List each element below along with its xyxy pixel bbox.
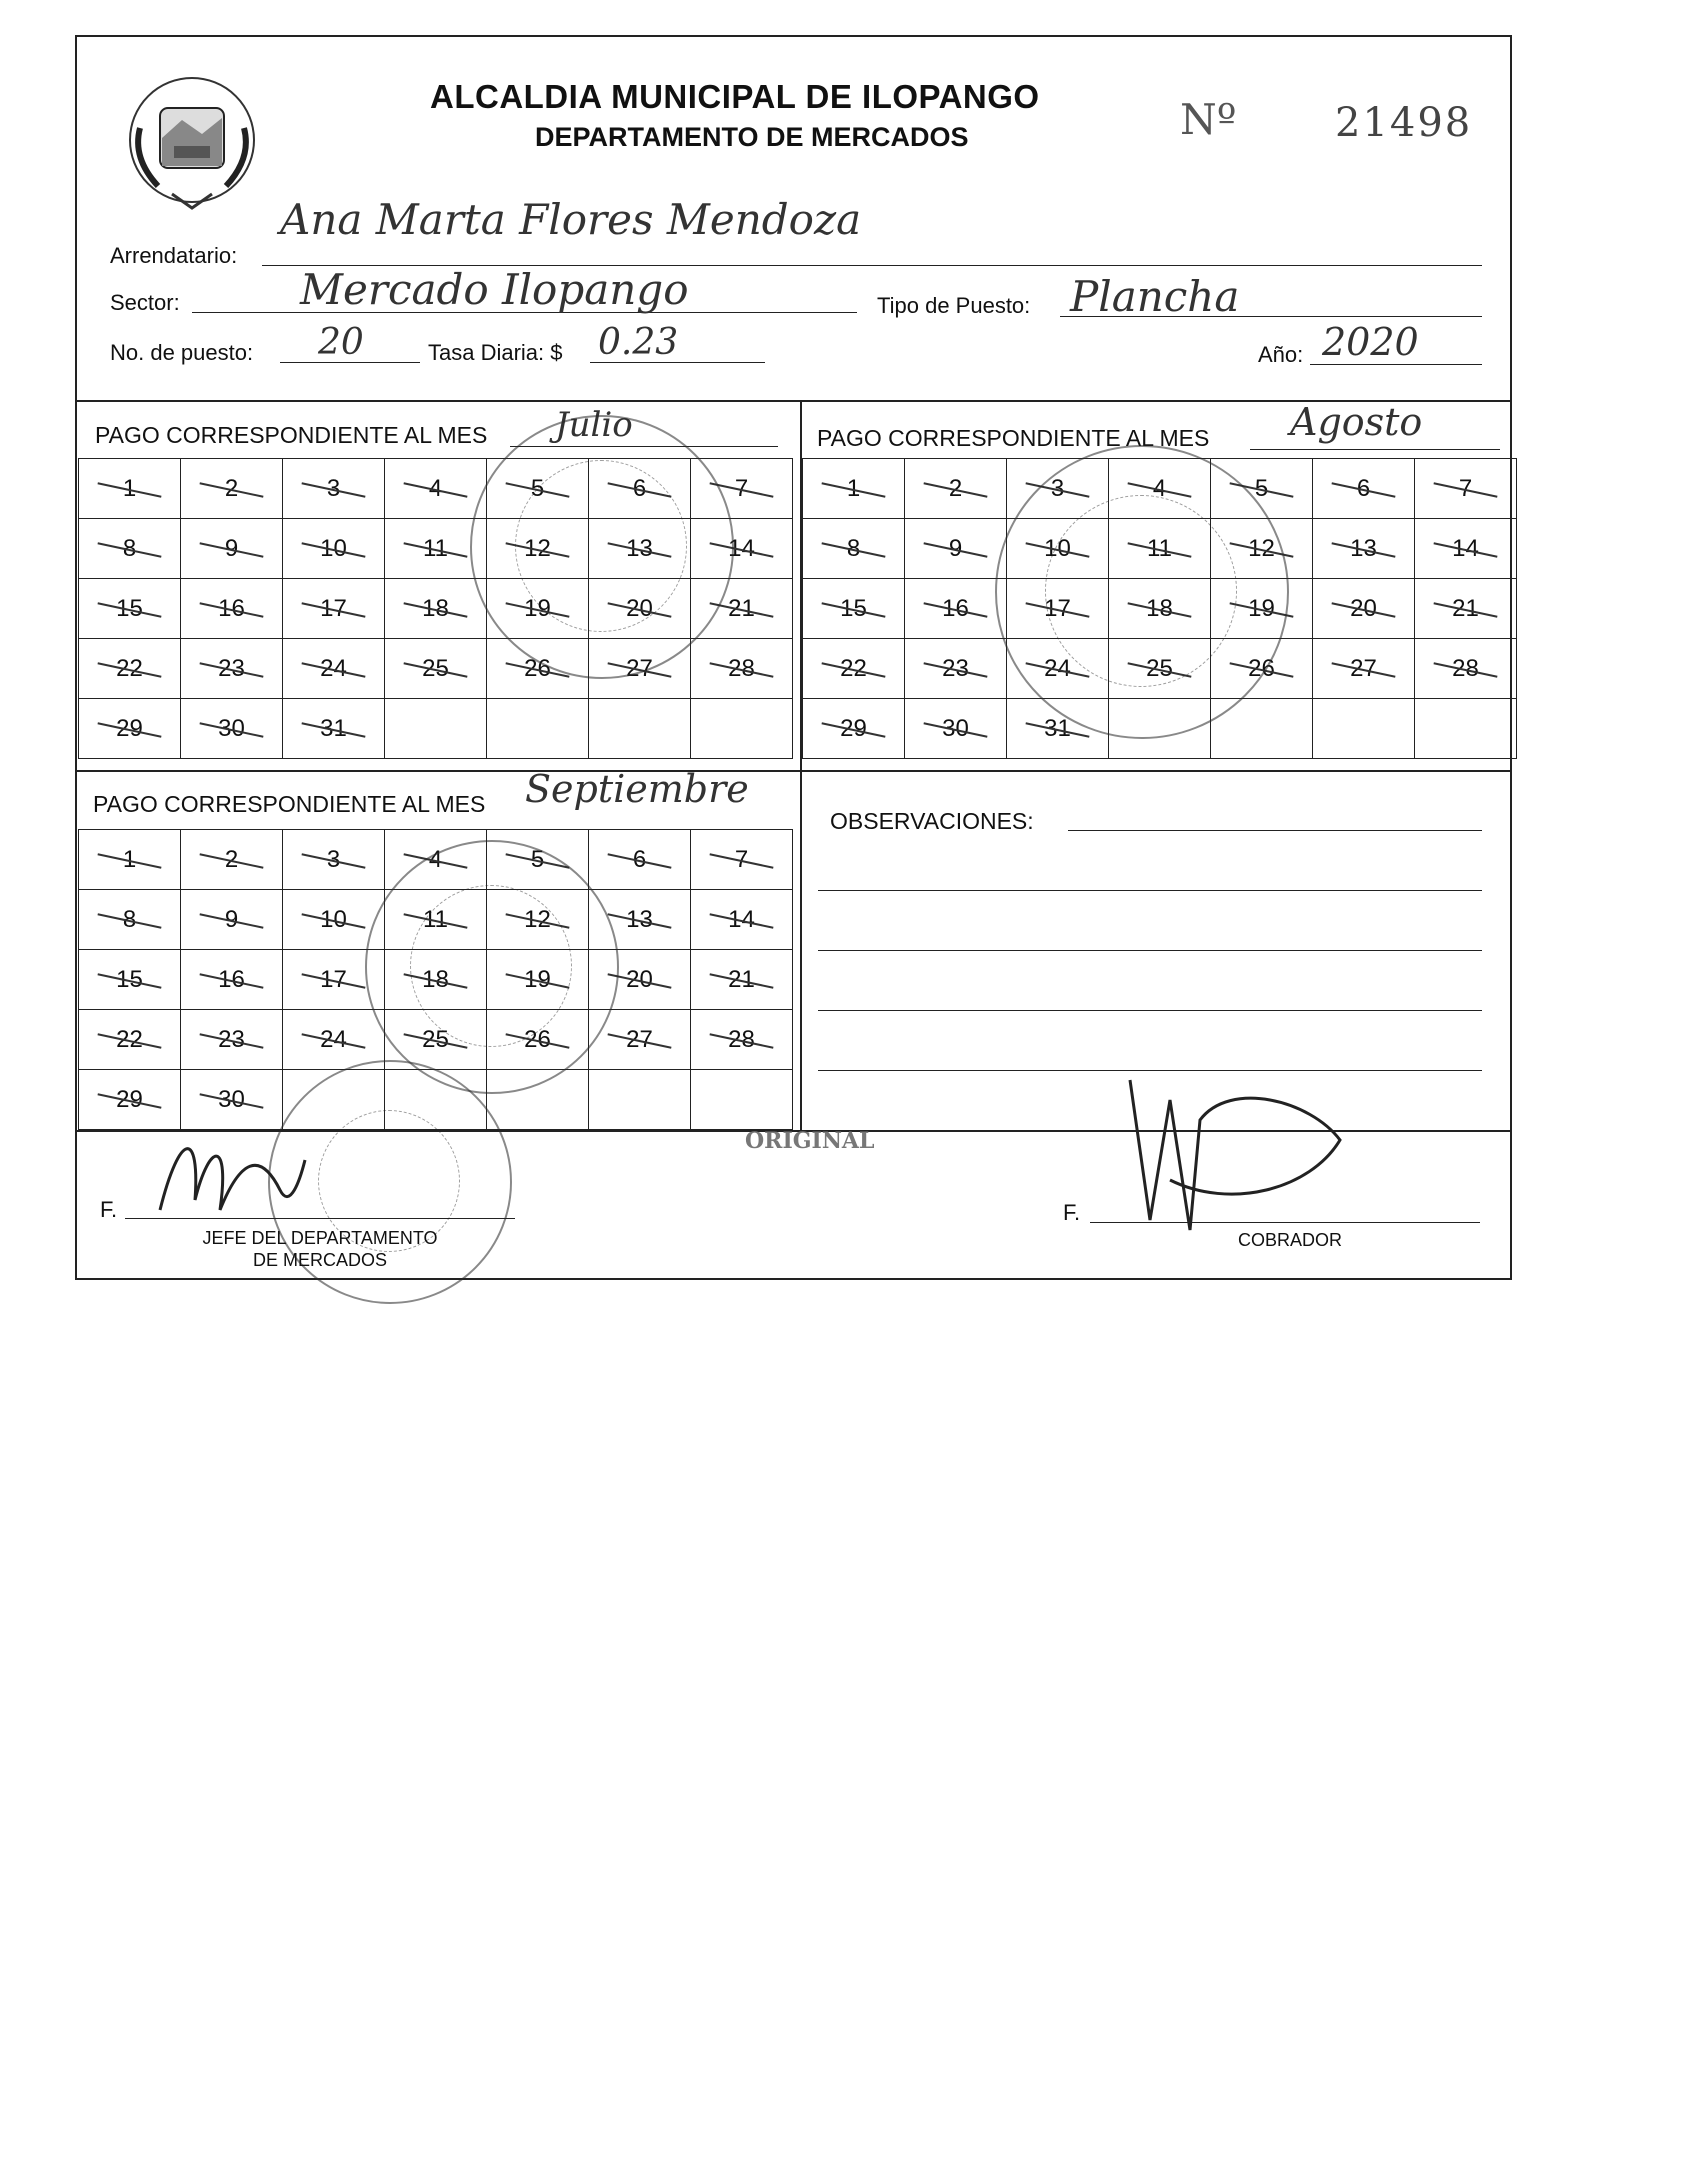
calendar-day-cell: [181, 699, 283, 759]
calendar-day-number: 24: [320, 654, 347, 682]
observaciones-line-4: [818, 1010, 1482, 1011]
calendar-day-cell: [905, 519, 1007, 579]
calendar-day-number: 17: [1044, 594, 1071, 622]
calendar-day-number: 28: [728, 1025, 755, 1053]
month2-value: Agosto: [1290, 400, 1423, 444]
arrendatario-value: Ana Marta Flores Mendoza: [280, 195, 862, 244]
page-title: ALCALDIA MUNICIPAL DE ILOPANGO: [430, 78, 1040, 115]
calendar-day-cell: [803, 639, 905, 699]
month2-label: PAGO CORRESPONDIENTE AL MES: [817, 425, 1210, 451]
calendar-day-number: 18: [422, 965, 449, 993]
calendar-day-number: 11: [423, 905, 448, 933]
calendar-day-number: 26: [1248, 654, 1275, 682]
municipal-stamp-inner-icon: [410, 885, 572, 1047]
calendar-day-cell: [283, 519, 385, 579]
calendar-day-number: 13: [626, 534, 653, 562]
calendar-day-number: 25: [1146, 654, 1173, 682]
calendar-day-cell: [1415, 639, 1517, 699]
municipal-stamp-inner-icon: [515, 460, 687, 632]
calendar-day-number: 29: [116, 1085, 143, 1113]
calendar-day-number: 20: [1350, 594, 1377, 622]
calendar-day-cell: [181, 519, 283, 579]
month3-label: PAGO CORRESPONDIENTE AL MES: [93, 791, 486, 817]
calendar-day-number: 30: [218, 714, 245, 742]
calendar-day-number: 19: [524, 594, 551, 622]
section-divider-middle: [75, 770, 1512, 772]
calendar-day-number: 9: [224, 534, 239, 562]
tipo-puesto-value: Plancha: [1070, 272, 1240, 321]
calendar-day-cell: [79, 890, 181, 950]
calendar-day-number: 10: [1044, 534, 1071, 562]
calendar-day-cell: [1313, 459, 1415, 519]
calendar-day-number: 19: [1248, 594, 1275, 622]
calendar-day-cell: [905, 579, 1007, 639]
calendar-day-cell: [283, 830, 385, 890]
calendar-day-number: 8: [122, 905, 137, 933]
calendar-day-cell: [905, 699, 1007, 759]
calendar-day-cell: [691, 1010, 793, 1070]
calendar-day-number: 25: [422, 1025, 449, 1053]
calendar-day-number: 6: [632, 474, 647, 502]
calendar-day-number: 18: [422, 594, 449, 622]
observaciones-label: OBSERVACIONES:: [830, 808, 1034, 834]
calendar-day-number: 4: [428, 474, 443, 502]
calendar-day-number: 7: [734, 474, 749, 502]
tipo-puesto-label: Tipo de Puesto:: [877, 293, 1031, 318]
calendar-day-cell: [1415, 699, 1517, 759]
calendar-day-cell: [589, 699, 691, 759]
calendar-day-number: 10: [320, 905, 347, 933]
calendar-day-number: 28: [728, 654, 755, 682]
calendar-day-cell: [1415, 459, 1517, 519]
calendar-day-number: 8: [122, 534, 137, 562]
calendar-day-number: 22: [840, 654, 867, 682]
left-signature-caption-1: JEFE DEL DEPARTAMENTO: [202, 1228, 438, 1248]
calendar-day-number: 21: [1452, 594, 1479, 622]
calendar-day-cell: [181, 1010, 283, 1070]
sector-value: Mercado Ilopango: [300, 265, 689, 314]
calendar-day-number: 5: [530, 845, 545, 873]
calendar-day-number: 15: [116, 965, 143, 993]
calendar-day-number: 15: [116, 594, 143, 622]
calendar-day-number: 2: [224, 474, 239, 502]
calendar-day-number: 18: [1146, 594, 1173, 622]
calendar-day-cell: [691, 950, 793, 1010]
calendar-day-cell: [79, 639, 181, 699]
month3-value: Septiembre: [525, 767, 749, 811]
left-signature-prefix: F.: [100, 1197, 118, 1222]
calendar-day-number: 11: [1147, 534, 1172, 562]
calendar-day-cell: [79, 579, 181, 639]
month1-label: PAGO CORRESPONDIENTE AL MES: [95, 422, 488, 448]
calendar-day-number: 29: [840, 714, 867, 742]
calendar-day-number: 24: [320, 1025, 347, 1053]
calendar-day-cell: [79, 459, 181, 519]
right-signature-caption: COBRADOR: [1237, 1230, 1342, 1250]
calendar-day-cell: [181, 579, 283, 639]
month1-value: Julio: [555, 405, 633, 445]
calendar-day-number: 12: [524, 534, 551, 562]
calendar-day-cell: [385, 699, 487, 759]
municipal-stamp-inner-icon: [1045, 495, 1237, 687]
calendar-day-cell: [79, 830, 181, 890]
calendar-day-number: 21: [728, 594, 755, 622]
calendar-day-number: 21: [728, 965, 755, 993]
calendar-day-cell: [803, 699, 905, 759]
right-signature-icon: [1110, 1060, 1350, 1240]
calendar-day-number: 9: [948, 534, 963, 562]
month2-line: [1250, 449, 1500, 450]
calendar-day-number: 27: [626, 654, 653, 682]
calendar-day-cell: [283, 639, 385, 699]
calendar-day-number: 30: [942, 714, 969, 742]
puesto-label: No. de puesto:: [110, 340, 254, 365]
calendar-day-cell: [1415, 519, 1517, 579]
page-subtitle: DEPARTAMENTO DE MERCADOS: [535, 122, 969, 152]
calendar-day-cell: [79, 519, 181, 579]
calendar-day-cell: [385, 639, 487, 699]
municipal-seal-icon: [122, 68, 262, 218]
calendar-day-cell: [283, 699, 385, 759]
calendar-day-cell: [1313, 519, 1415, 579]
calendar-day-number: 23: [218, 654, 245, 682]
calendar-day-cell: [589, 830, 691, 890]
calendar-day-number: 22: [116, 654, 143, 682]
calendar-day-number: 4: [1152, 474, 1167, 502]
calendar-day-cell: [79, 950, 181, 1010]
original-stamp: ORIGINAL: [745, 1128, 875, 1154]
puesto-value: 20: [318, 322, 364, 363]
calendar-day-cell: [79, 699, 181, 759]
tasa-value: 0.23: [598, 322, 679, 363]
calendar-day-cell: [1313, 579, 1415, 639]
calendar-day-cell: [691, 830, 793, 890]
calendar-day-cell: [1313, 639, 1415, 699]
calendar-day-number: 24: [1044, 654, 1071, 682]
calendar-day-number: 17: [320, 594, 347, 622]
calendar-day-cell: [1313, 699, 1415, 759]
calendar-day-number: 5: [1254, 474, 1269, 502]
calendar-day-number: 2: [948, 474, 963, 502]
calendar-day-number: 15: [840, 594, 867, 622]
calendar-day-number: 14: [728, 905, 755, 933]
right-signature-prefix: F.: [1063, 1200, 1081, 1225]
arrendatario-label: Arrendatario:: [110, 243, 238, 268]
calendar-day-number: 12: [1248, 534, 1275, 562]
calendar-day-number: 27: [1350, 654, 1377, 682]
calendar-day-cell: [181, 459, 283, 519]
calendar-day-number: 7: [1458, 474, 1473, 502]
observaciones-line-1: [1068, 830, 1482, 831]
calendar-day-cell: [181, 890, 283, 950]
calendar-day-number: 10: [320, 534, 347, 562]
anio-value: 2020: [1322, 320, 1419, 364]
calendar-day-cell: [803, 579, 905, 639]
calendar-day-cell: [905, 459, 1007, 519]
calendar-day-number: 9: [224, 905, 239, 933]
calendar-day-number: 1: [846, 474, 861, 502]
calendar-day-number: 1: [122, 474, 137, 502]
tasa-label: Tasa Diaria: $: [428, 340, 563, 365]
anio-line: [1310, 364, 1482, 365]
calendar-day-cell: [385, 459, 487, 519]
sector-label: Sector:: [110, 290, 180, 315]
calendar-day-number: 16: [218, 594, 245, 622]
calendar-day-number: 12: [524, 905, 551, 933]
calendar-day-cell: [803, 459, 905, 519]
calendar-day-number: 29: [116, 714, 143, 742]
calendar-day-number: 4: [428, 845, 443, 873]
calendar-day-number: 30: [218, 1085, 245, 1113]
calendar-day-cell: [691, 890, 793, 950]
calendar-day-number: 8: [846, 534, 861, 562]
observaciones-line-3: [818, 950, 1482, 951]
left-signature-caption-2: DE MERCADOS: [252, 1250, 387, 1270]
calendar-day-number: 6: [632, 845, 647, 873]
calendar-day-number: 20: [626, 594, 653, 622]
calendar-day-number: 3: [1050, 474, 1065, 502]
calendar-day-cell: [589, 1070, 691, 1130]
calendar-day-cell: [181, 639, 283, 699]
calendar-day-number: 6: [1356, 474, 1371, 502]
left-signature-icon: [150, 1120, 310, 1230]
calendar-day-number: 1: [122, 845, 137, 873]
calendar-row: [79, 699, 793, 759]
calendar-day-cell: [803, 519, 905, 579]
calendar-day-number: 26: [524, 1025, 551, 1053]
calendar-day-number: 3: [326, 474, 341, 502]
calendar-day-number: 13: [1350, 534, 1377, 562]
calendar-day-number: 31: [1044, 714, 1071, 742]
calendar-day-number: 11: [423, 534, 448, 562]
calendar-day-cell: [691, 699, 793, 759]
calendar-day-number: 19: [524, 965, 551, 993]
calendar-day-number: 7: [734, 845, 749, 873]
calendar-day-number: 3: [326, 845, 341, 873]
calendar-day-number: 2: [224, 845, 239, 873]
calendar-day-number: 14: [1452, 534, 1479, 562]
calendar-day-number: 13: [626, 905, 653, 933]
calendar-day-number: 22: [116, 1025, 143, 1053]
calendar-day-cell: [905, 639, 1007, 699]
calendar-day-number: 26: [524, 654, 551, 682]
calendar-day-cell: [385, 579, 487, 639]
calendar-day-number: 23: [218, 1025, 245, 1053]
calendar-day-cell: [79, 1010, 181, 1070]
calendar-day-number: 23: [942, 654, 969, 682]
calendar-day-cell: [691, 639, 793, 699]
calendar-day-number: 14: [728, 534, 755, 562]
observaciones-line-2: [818, 890, 1482, 891]
calendar-day-cell: [283, 579, 385, 639]
calendar-day-cell: [283, 1010, 385, 1070]
calendar-day-number: 20: [626, 965, 653, 993]
calendar-day-cell: [181, 830, 283, 890]
calendar-day-number: 17: [320, 965, 347, 993]
calendar-day-cell: [691, 1070, 793, 1130]
calendar-day-cell: [181, 950, 283, 1010]
calendar-day-number: 31: [320, 714, 347, 742]
receipt-number: 21498: [1335, 100, 1473, 146]
calendar-day-number: 16: [942, 594, 969, 622]
calendar-day-number: 28: [1452, 654, 1479, 682]
calendar-day-cell: [1415, 579, 1517, 639]
calendar-day-number: 25: [422, 654, 449, 682]
calendar-day-number: 16: [218, 965, 245, 993]
number-label: Nº: [1180, 95, 1237, 144]
calendar-day-number: 5: [530, 474, 545, 502]
calendar-day-cell: [487, 699, 589, 759]
calendar-day-number: 27: [626, 1025, 653, 1053]
calendar-day-cell: [283, 459, 385, 519]
anio-label: Año:: [1258, 342, 1304, 367]
